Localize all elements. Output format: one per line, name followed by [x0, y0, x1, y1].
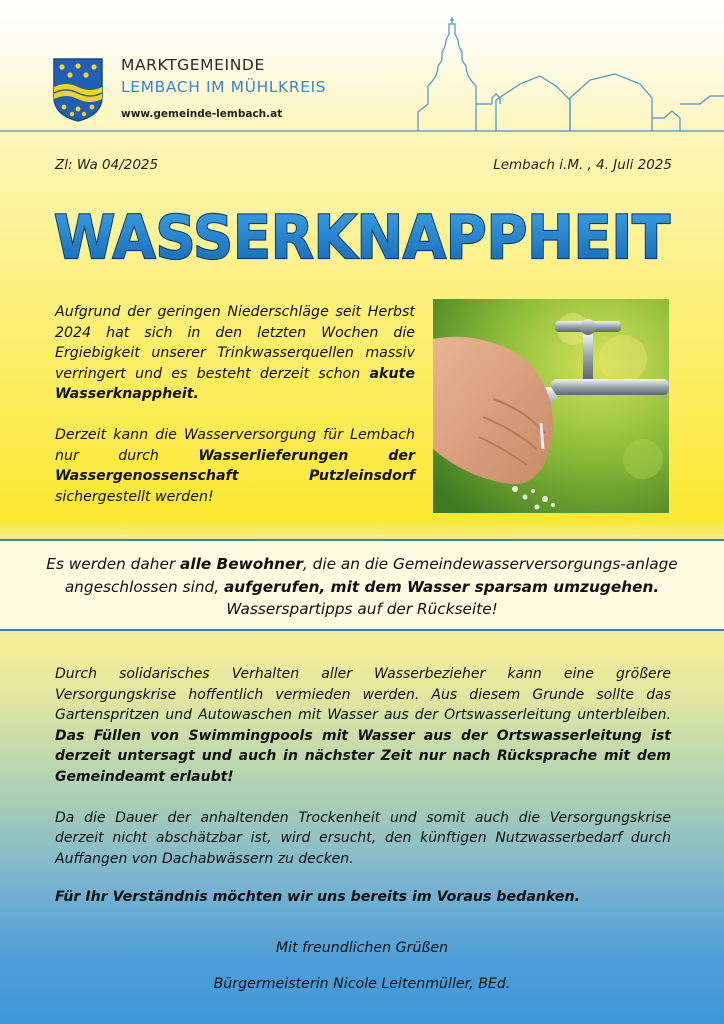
intro-p2-emphasis: Wasserlieferungen der Wassergenossenschaft Putzleinsdorf: [55, 447, 416, 485]
notice-part-1: Es werden daher: [46, 555, 181, 573]
municipality-location: [121, 78, 326, 96]
municipality-location-main: LEMBACH: [121, 78, 201, 96]
notice-part-2: , die an die Gemeindewasserversorgungs-anlage angeschlossen sind,: [64, 555, 678, 596]
intro-paragraph-1: [55, 302, 415, 405]
headline-text: WASSERKNAPPHEIT: [54, 203, 671, 273]
website-url[interactable]: www.gemeinde-lembach.at: [121, 108, 283, 120]
town-skyline-outline: [0, 0, 724, 135]
body-text: [55, 664, 671, 889]
intro-p1-emphasis: akute Wasserknappheit.: [55, 365, 415, 403]
body-p1-emphasis: Das Füllen von Swimmingpools mit Wasser aus der Ortswasserleitung ist derzeit untersagt und auch in nächster Zeit nur nach Rücksprache mit dem Gemeindeamt erlaubt!: [55, 727, 671, 785]
closing-greeting: Mit freundlichen Grüßen: [275, 940, 449, 956]
body-paragraph-2: Da die Dauer der anhaltenden Trockenheit und somit auch die Versorgungskrise derzeit nicht abschätzbar ist, wird ersucht, den künftigen Nutzwasserbedarf durch Auffangen von Dachabwässern zu decken.: [55, 809, 671, 867]
notice-emphasis-2: aufgerufen, mit dem Wasser sparsam umzugehen.: [223, 577, 660, 596]
intro-p2-text: Derzeit kann die Wasserversorgung für Lembach nur durch: [55, 426, 415, 464]
municipality-location-region: IM MÜHLKREIS: [200, 78, 327, 96]
notice-text: [30, 553, 694, 621]
place-and-date: Lembach i.M. , 4. Juli 2025: [493, 157, 672, 173]
municipal-coat-of-arms-icon: [52, 57, 104, 123]
intro-paragraph-2: [55, 425, 415, 507]
municipality-name: MARKTGEMEINDE: [121, 56, 265, 74]
letterhead: [0, 0, 724, 135]
notice-part-3: Wasserspartipps auf der Rückseite!: [226, 600, 498, 618]
body-paragraph-1: [55, 664, 671, 788]
thanks-line: Für Ihr Verständnis möchten wir uns bereits im Voraus bedanken.: [55, 889, 581, 905]
notice-band: [0, 539, 724, 631]
intro-p2-tail: sichergestellt werden!: [55, 488, 214, 505]
intro-p1-text: Aufgrund der geringen Niederschläge seit Herbst 2024 hat sich in den letzten Wochen die Ergiebigkeit unserer Trinkwasserquellen massiv verringert und es besteht derzeit schon: [55, 304, 415, 382]
headline: [0, 196, 724, 276]
notice-emphasis-1: alle Bewohner: [180, 555, 303, 573]
body-p1-text: Durch solidarisches Verhalten aller Wasserbezieher kann eine größere Versorgungskrise hoffentlich vermieden werden. Aus diesem Grunde sollte das Gartenspritzen und Autowaschen mit Wasser aus der Ortswasserleitung unterbleiben.: [55, 666, 671, 724]
signature-line: Bürgermeisterin Nicole Leitenmüller, BEd.: [213, 976, 511, 992]
intro-text: [55, 302, 415, 527]
water-tap-hand-image: [433, 299, 669, 513]
reference-number: Zl: Wa 04/2025: [55, 157, 159, 173]
